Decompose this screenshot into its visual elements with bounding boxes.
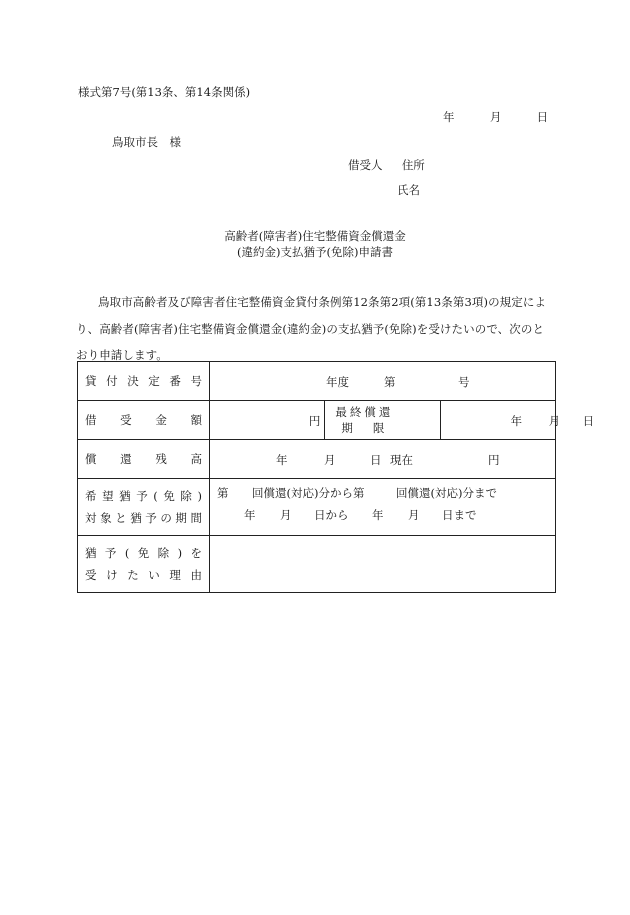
name-label: 氏名 [397, 183, 420, 197]
final-repayment-label-2: 期限 [341, 421, 405, 435]
target-period-label-2: 対象と猶予の期間 [85, 511, 202, 525]
period-month-label: 月 [280, 508, 292, 522]
balance-current-label: 現在 [390, 453, 413, 467]
table-row [78, 401, 556, 440]
title-line-2: (違約金)支払猶予(免除)申請書 [237, 245, 393, 259]
balance-yen-unit: 円 [488, 453, 500, 467]
title-line-1: 高齢者(障害者)住宅整備資金償還金 [224, 229, 406, 243]
application-date [443, 109, 548, 125]
final-day-label: 日 [582, 414, 595, 428]
number-prefix: 第 [384, 375, 396, 389]
target-period-label [78, 479, 210, 536]
reason-label [78, 536, 210, 593]
body-paragraph: 鳥取市高齢者及び障害者住宅整備資金貸付条例第12条第2項(第13条第3項)の規定により、高齢者(障害者)住宅整備資金償還金(違約金)の支払猶予(免除)を受けたいので、次のとおり申請します。 [76, 295, 547, 362]
final-repayment-date-field[interactable] [440, 401, 595, 440]
application-table [77, 361, 595, 593]
target-installment-until: 回償還(対応)分まで [396, 486, 497, 500]
final-month-label: 月 [548, 414, 561, 428]
number-suffix: 号 [458, 375, 470, 389]
document-title [0, 228, 630, 260]
period-until-label: 日まで [442, 508, 477, 522]
borrower-address-line [348, 157, 425, 173]
target-installment-prefix: 第 [217, 486, 229, 500]
period-from-label: 日から [314, 508, 349, 522]
address-label: 住所 [401, 158, 425, 172]
date-year-label: 年 [443, 110, 455, 124]
loan-decision-label: 貸付決定番号 [78, 362, 210, 401]
table-row [78, 362, 556, 401]
period-year2-label: 年 [372, 508, 384, 522]
balance-field[interactable] [210, 440, 556, 479]
final-repayment-label-1: 最終償還 [335, 405, 394, 419]
yen-unit: 円 [308, 414, 321, 428]
table-row [78, 536, 556, 593]
reason-label-1: 猶予(免除)を [85, 546, 202, 560]
loan-amount-label: 借受金額 [78, 401, 210, 440]
reason-label-2: 受けたい理由 [85, 568, 202, 582]
target-period-field[interactable] [210, 479, 556, 536]
balance-year-label: 年 [276, 453, 288, 467]
addressee: 鳥取市長 様 [112, 135, 181, 149]
target-installment-from: 回償還(対応)分から第 [252, 486, 365, 500]
period-month2-label: 月 [408, 508, 420, 522]
final-year-label: 年 [510, 414, 523, 428]
reason-field[interactable] [210, 536, 556, 593]
borrower-label: 借受人 [348, 158, 383, 172]
period-year-label: 年 [244, 508, 256, 522]
balance-label: 償還残高 [78, 440, 210, 479]
balance-day-label: 日 [370, 453, 382, 467]
final-repayment-label [325, 401, 440, 440]
form-reference: 様式第7号(第13条、第14条関係) [78, 85, 251, 99]
fiscal-year-label: 年度 [326, 375, 349, 389]
table-row [78, 440, 556, 479]
date-month-label: 月 [489, 110, 502, 124]
date-day-label: 日 [536, 110, 549, 124]
target-period-label-1: 希望猶予(免除) [85, 489, 202, 503]
table-row [78, 479, 556, 536]
balance-month-label: 月 [324, 453, 336, 467]
loan-decision-field[interactable] [210, 362, 556, 401]
loan-amount-field[interactable] [210, 401, 325, 440]
